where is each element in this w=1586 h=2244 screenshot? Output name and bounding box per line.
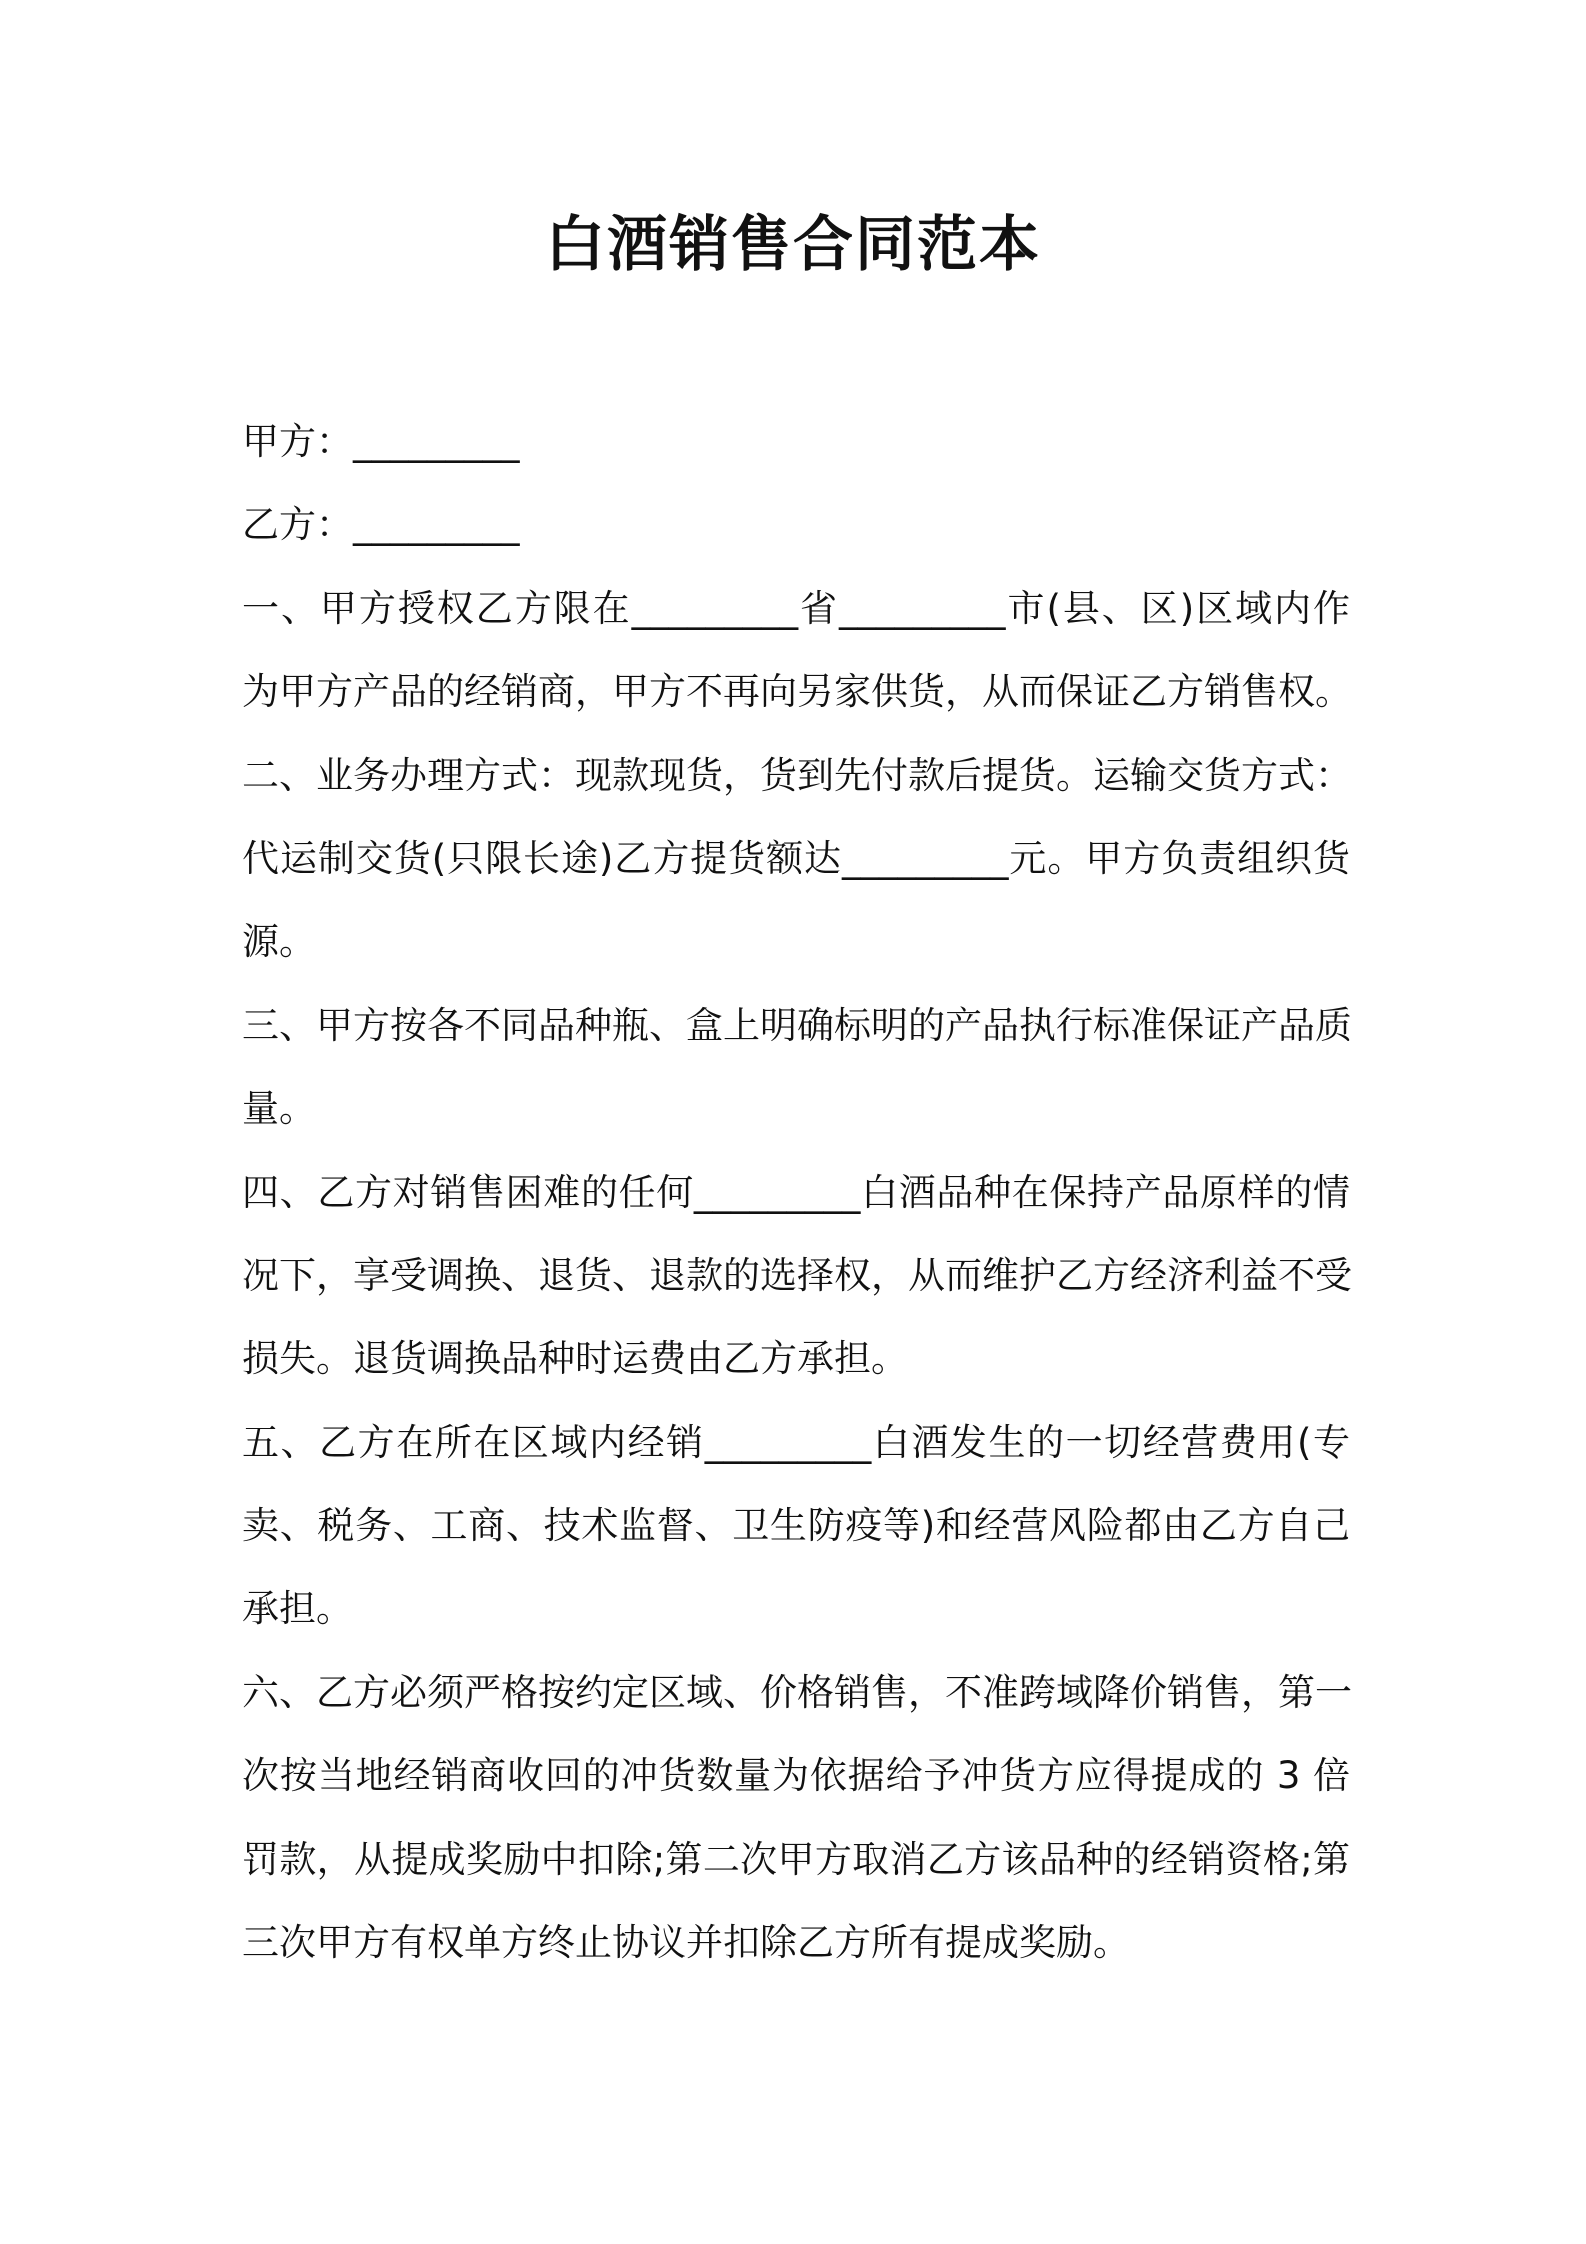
- clause-2-line-1: 二、业务办理方式：现款现货，货到先付款后提货。运输交货方式：: [242, 753, 1352, 797]
- clause-4-line-3: 损失。退货调换品种时运费由乙方承担。: [242, 1337, 908, 1381]
- clause-2-line-3: 源。: [242, 920, 316, 964]
- clause-5-line-1: 五、乙方在所在区域内经销_________白酒发生的一切经营费用(专: [242, 1420, 1350, 1464]
- clause-6-line-3: 罚款，从提成奖励中扣除;第二次甲方取消乙方该品种的经销资格;第: [242, 1837, 1350, 1881]
- party-a-line: 甲方：_________: [242, 420, 520, 463]
- document-body: [242, 400, 1350, 1984]
- clause-5-line-3: 承担。: [242, 1587, 353, 1631]
- clause-3-line-2: 量。: [242, 1087, 316, 1131]
- document-title: 白酒销售合同范本: [545, 210, 1041, 280]
- clause-6-line-1: 六、乙方必须严格按约定区域、价格销售，不准跨域降价销售，第一: [242, 1670, 1352, 1714]
- clause-6-line-4: 三次甲方有权单方终止协议并扣除乙方所有提成奖励。: [242, 1921, 1130, 1965]
- clause-3-line-1: 三、甲方按各不同品种瓶、盒上明确标明的产品执行标准保证产品质: [242, 1003, 1352, 1047]
- clause-4-line-2: 况下，享受调换、退货、退款的选择权，从而维护乙方经济利益不受: [242, 1253, 1352, 1297]
- clause-1-line-2: 为甲方产品的经销商，甲方不再向另家供货，从而保证乙方销售权。: [242, 670, 1352, 714]
- clause-6-line-2: 次按当地经销商收回的冲货数量为依据给予冲货方应得提成的 3 倍: [242, 1754, 1350, 1798]
- clause-2-line-2: 代运制交货(只限长途)乙方提货额达_________元。甲方负责组织货: [242, 836, 1350, 880]
- clause-5-line-2: 卖、税务、工商、技术监督、卫生防疫等)和经营风险都由乙方自己: [242, 1504, 1350, 1548]
- party-b-line: 乙方：_________: [242, 503, 520, 547]
- clause-1-line-1: 一、甲方授权乙方限在_________省_________市(县、区)区域内作: [242, 586, 1350, 630]
- clause-4-line-1: 四、乙方对销售困难的任何_________白酒品种在保持产品原样的情: [242, 1170, 1350, 1214]
